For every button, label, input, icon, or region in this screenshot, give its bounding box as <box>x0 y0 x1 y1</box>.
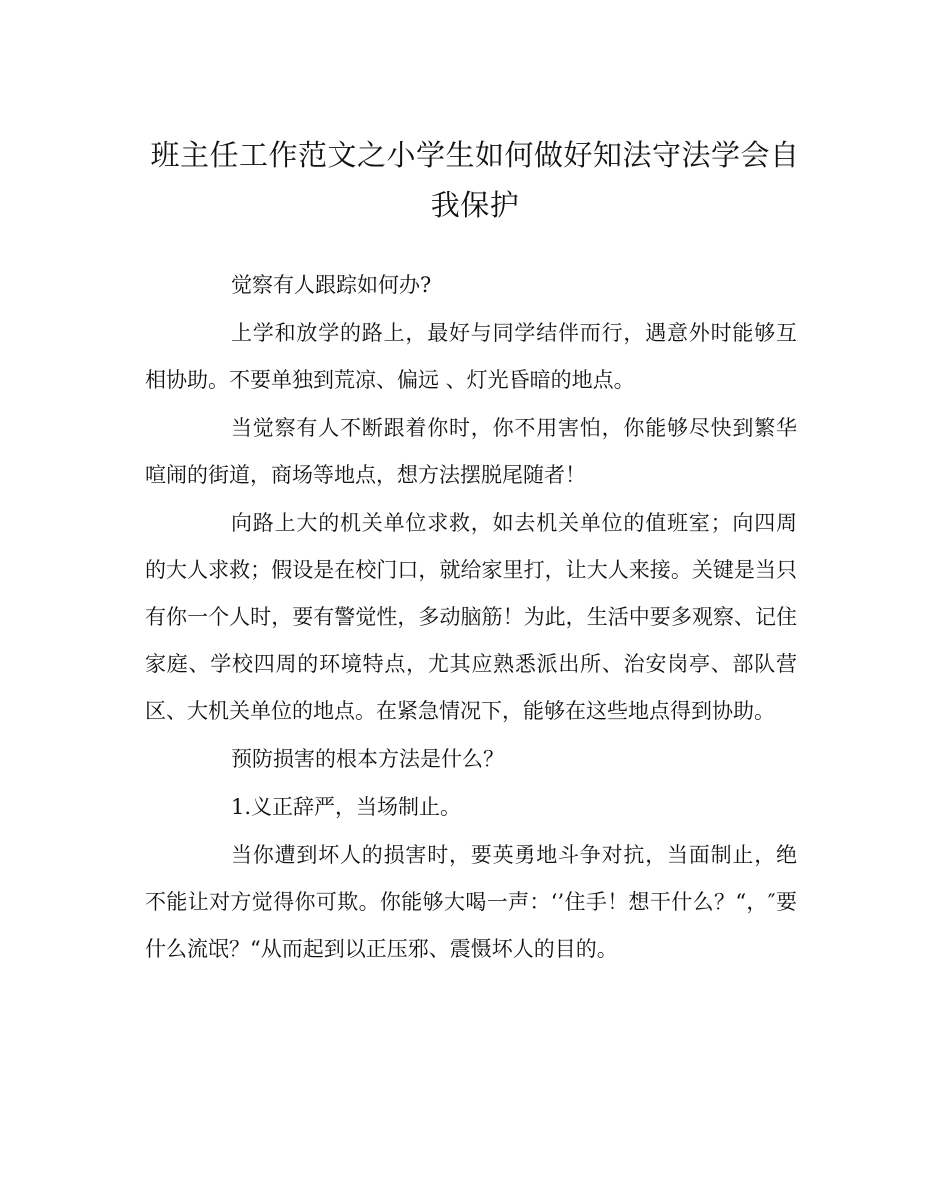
paragraph-question-prevention: 预防损害的根本方法是什么？ <box>231 747 504 771</box>
paragraph-resist: 当你遭到坏人的损害时，要英勇地斗争对抗，当面制止，绝不能让对方觉得你可欺。你能够大喝一声：‘’住手！想干什么？“，″要什么流氓？“从而起到以正压邪、震慑坏人的目的。 <box>145 843 797 961</box>
paragraph-point-one: 1.义正辞严，当场制止。 <box>231 795 462 819</box>
paragraph-escape-follower: 当觉察有人不断跟着你时，你不用害怕，你能够尽快到繁华喧闹的街道，商场等地点，想方法摆脱尾随者！ <box>145 416 797 487</box>
document-title: 班主任工作范文之小学生如何做好知法守法学会自我保护 <box>150 138 800 222</box>
paragraph-travel-together: 上学和放学的路上，最好与同学结伴而行，遇意外时能够互相协助。不要单独到荒凉、偏远 、灯光昏暗的地点。 <box>145 321 797 392</box>
paragraph-question-followed: 觉察有人跟踪如何办? <box>231 273 432 297</box>
paragraph-seek-help: 向路上大的机关单位求救，如去机关单位的值班室；向四周的大人求救；假设是在校门口，就给家里打，让大人来接。关键是当只有你一个人时，要有警觉性，多动脑筋！为此，生活中要多观察、记住家庭、学校四周的环境特点，尤其应熟悉派出所、治安岗亭、部队营区、大机关单位的地点。在紧急情况下，能够在这些地点得到协助。 <box>145 511 797 723</box>
document-body <box>145 262 797 974</box>
